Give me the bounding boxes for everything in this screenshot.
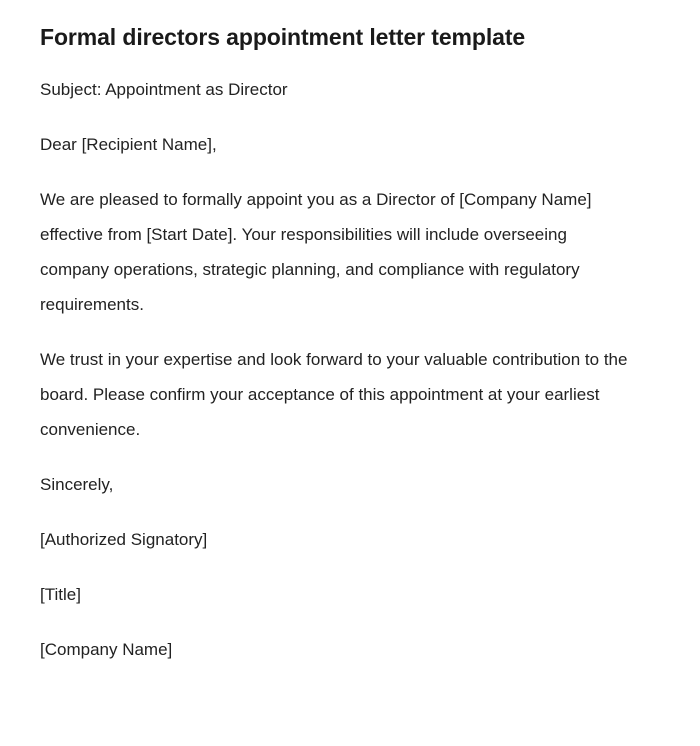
letter-signatory-title: [Title] — [40, 585, 81, 604]
letter-subject-line: Subject: Appointment as Director — [40, 80, 288, 99]
letter-company-name: [Company Name] — [40, 640, 173, 659]
page-title: Formal directors appointment letter template — [40, 24, 526, 50]
letter-salutation: Dear [Recipient Name], — [40, 135, 217, 154]
letter-closing: Sincerely, — [40, 475, 114, 494]
letter-body-paragraph-1: We are pleased to formally appoint you as a Director of [Company Name] effective from [Start Date]. Your responsibilities will include overseeing company operations, strategic planning, and compliance with regulatory requirements. — [40, 190, 592, 314]
letter-signatory: [Authorized Signatory] — [40, 530, 208, 549]
letter-body-paragraph-2: We trust in your expertise and look forward to your valuable contribution to the board. Please confirm your acceptance of this appointment at your earliest convenience. — [40, 350, 628, 439]
